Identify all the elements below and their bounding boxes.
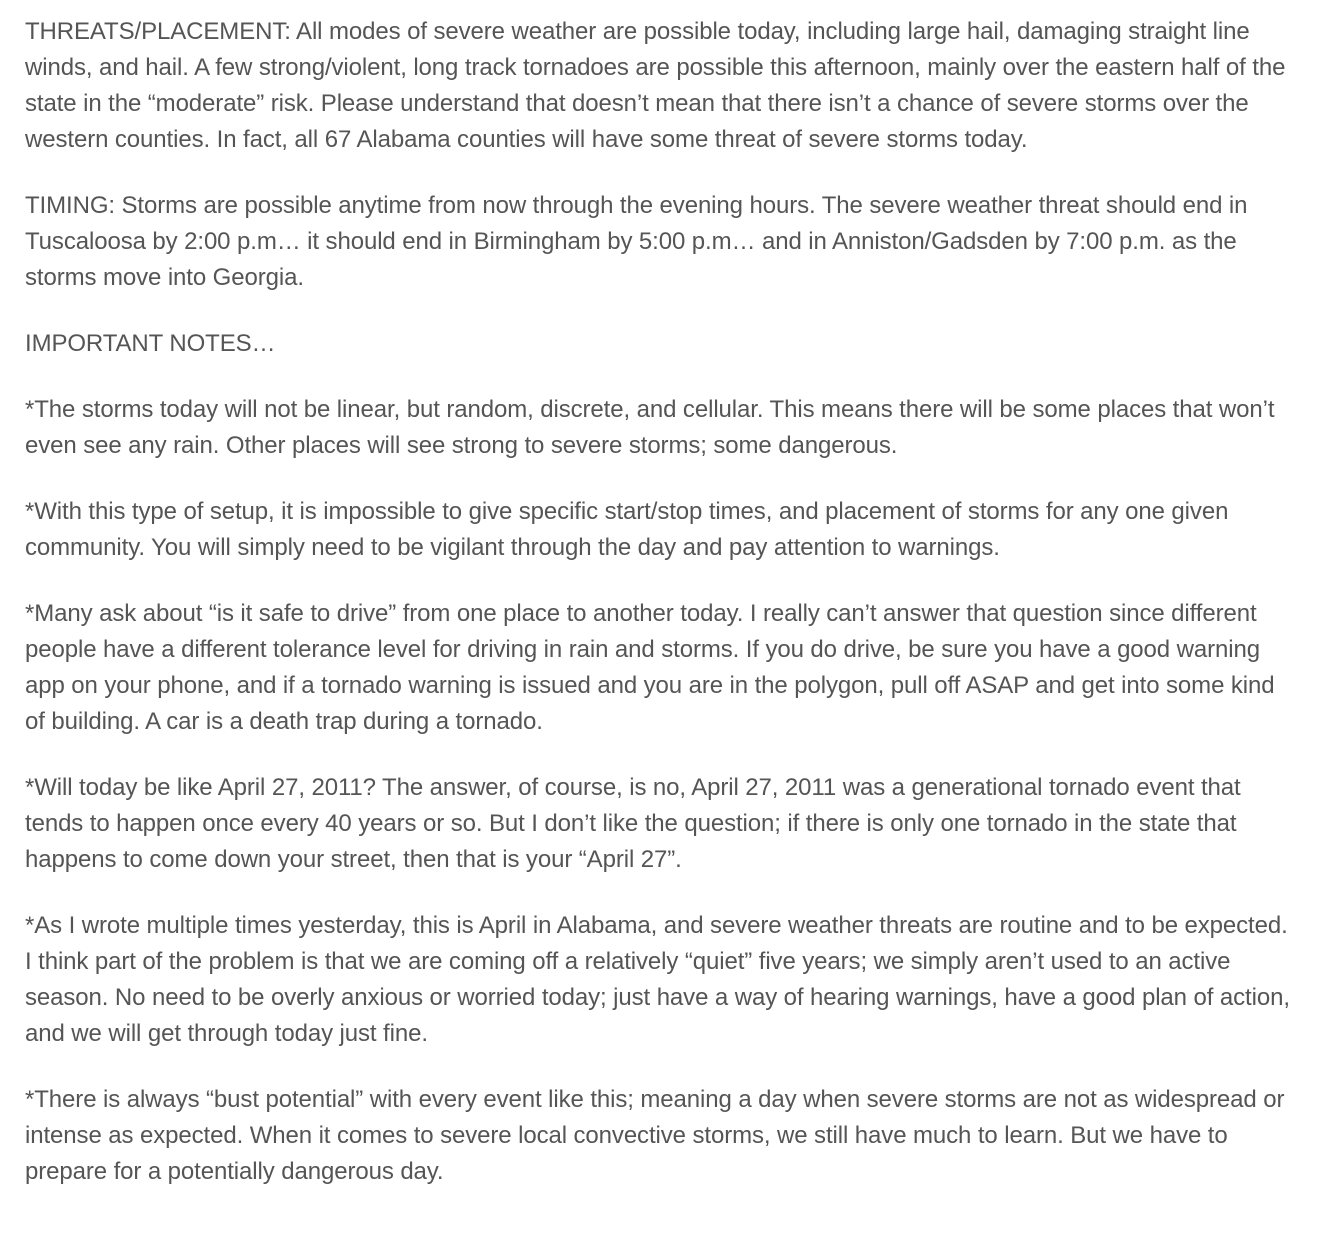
article-body	[25, 14, 1295, 1190]
paragraph-timing: TIMING: Storms are possible anytime from now through the evening hours. The severe weather threat should end in Tuscaloosa by 2:00 p.m… it should end in Birmingham by 5:00 p.m… and in Anniston/Gadsden by 7:00 p.m. as the storms move into Georgia.	[25, 192, 1248, 291]
paragraph-threats-placement: THREATS/PLACEMENT: All modes of severe weather are possible today, including large hail, damaging straight line winds, and hail. A few strong/violent, long track tornadoes are possible this afternoon, mainly over the eastern half of the state in the “moderate” risk. Please understand that doesn’t mean that there isn’t a chance of severe storms over the western counties. In fact, all 67 Alabama counties will have some threat of severe storms today.	[25, 18, 1286, 153]
note-april-in-alabama: *As I wrote multiple times yesterday, this is April in Alabama, and severe weather threats are routine and to be expected. I think part of the problem is that we are coming off a relatively “quiet” five years; we simply aren’t used to an active season. No need to be overly anxious or worried today; just have a way of hearing warnings, have a good plan of action, and we will get through today just fine.	[25, 912, 1290, 1047]
note-april-27: *Will today be like April 27, 2011? The answer, of course, is no, April 27, 2011 was a generational tornado event that tends to happen once every 40 years or so. But I don’t like the question; if there is only one tornado in the state that happens to come down your street, then that is your “April 27”.	[25, 774, 1241, 873]
note-timing-placement: *With this type of setup, it is impossible to give specific start/stop times, and placement of storms for any one given community. You will simply need to be vigilant through the day and pay attention to warnings.	[25, 498, 1229, 561]
note-storm-type: *The storms today will not be linear, but random, discrete, and cellular. This means there will be some places that won’t even see any rain. Other places will see strong to severe storms; some dangerous.	[25, 396, 1275, 459]
heading-important-notes: IMPORTANT NOTES…	[25, 330, 276, 357]
note-bust-potential: *There is always “bust potential” with every event like this; meaning a day when severe storms are not as widespread or intense as expected. When it comes to severe local convective storms, we still have much to learn. But we have to prepare for a potentially dangerous day.	[25, 1086, 1285, 1185]
note-safe-to-drive: *Many ask about “is it safe to drive” from one place to another today. I really can’t answer that question since different people have a different tolerance level for driving in rain and storms. If you do drive, be sure you have a good warning app on your phone, and if a tornado warning is issued and you are in the polygon, pull off ASAP and get into some kind of building. A car is a death trap during a tornado.	[25, 600, 1275, 735]
